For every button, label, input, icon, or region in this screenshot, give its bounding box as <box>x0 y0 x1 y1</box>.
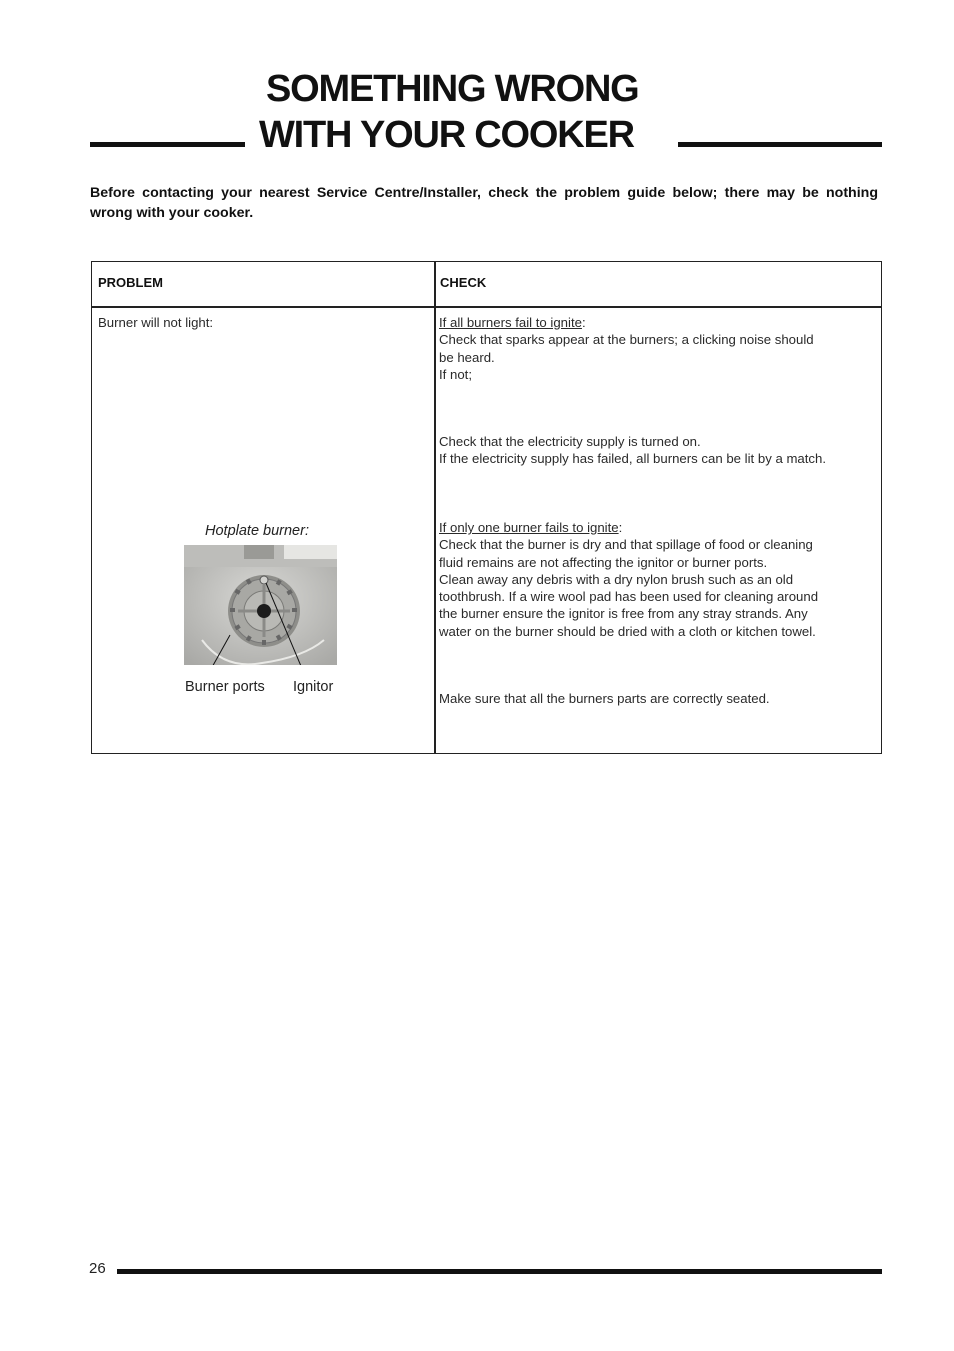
check-line: toothbrush. If a wire wool pad has been used for cleaning around <box>439 589 819 605</box>
page-title-line-2: WITH YOUR COOKER <box>259 114 634 156</box>
check-all-burners-block <box>439 314 814 383</box>
check-line: fluid remains are not affecting the ignitor or burner ports. <box>439 554 768 570</box>
title-rule-left <box>90 142 245 147</box>
header-divider <box>92 306 881 308</box>
check-electricity-block <box>439 433 826 468</box>
check-one-burner-heading: If only one burner fails to ignite: <box>439 520 623 535</box>
label-ignitor: Ignitor <box>293 679 334 695</box>
label-burner-ports: Burner ports <box>185 679 265 695</box>
page-title-line-1: SOMETHING WRONG <box>266 68 639 110</box>
check-line: Clean away any debris with a dry nylon brush such as an old <box>439 571 794 587</box>
hotplate-burner-photo <box>184 545 337 665</box>
title-rule-right <box>678 142 882 147</box>
footer-rule <box>117 1269 882 1274</box>
figure-caption: Hotplate burner: <box>205 523 309 539</box>
header-check: CHECK <box>440 275 487 290</box>
check-line: Check that the burner is dry and that spillage of food or cleaning <box>439 537 813 553</box>
problem-text: Burner will not light: <box>98 315 214 330</box>
check-line: If not; <box>439 366 472 382</box>
column-divider <box>434 262 436 753</box>
burner-illustration <box>184 545 337 665</box>
header-problem: PROBLEM <box>98 275 163 290</box>
check-one-burner-block <box>439 519 818 640</box>
check-all-burners-heading: If all burners fail to ignite: <box>439 315 586 330</box>
check-line: the burner ensure the ignitor is free from any stray strands. Any <box>439 606 808 622</box>
check-seated-text: Make sure that all the burners parts are correctly seated. <box>439 691 770 706</box>
check-line: water on the burner should be dried with a cloth or kitchen towel. <box>439 623 816 639</box>
check-line: Check that the electricity supply is turned on. <box>439 434 701 449</box>
check-line: be heard. <box>439 349 495 365</box>
check-line: If the electricity supply has failed, all burners can be lit by a match. <box>439 451 827 467</box>
page-number: 26 <box>89 1260 106 1277</box>
check-line: Check that sparks appear at the burners; a clicking noise should <box>439 332 814 348</box>
troubleshooting-table <box>91 261 882 754</box>
intro-paragraph: Before contacting your nearest Service Centre/Installer, check the problem guide below; there may be nothing wrong with your cooker. <box>90 185 878 221</box>
